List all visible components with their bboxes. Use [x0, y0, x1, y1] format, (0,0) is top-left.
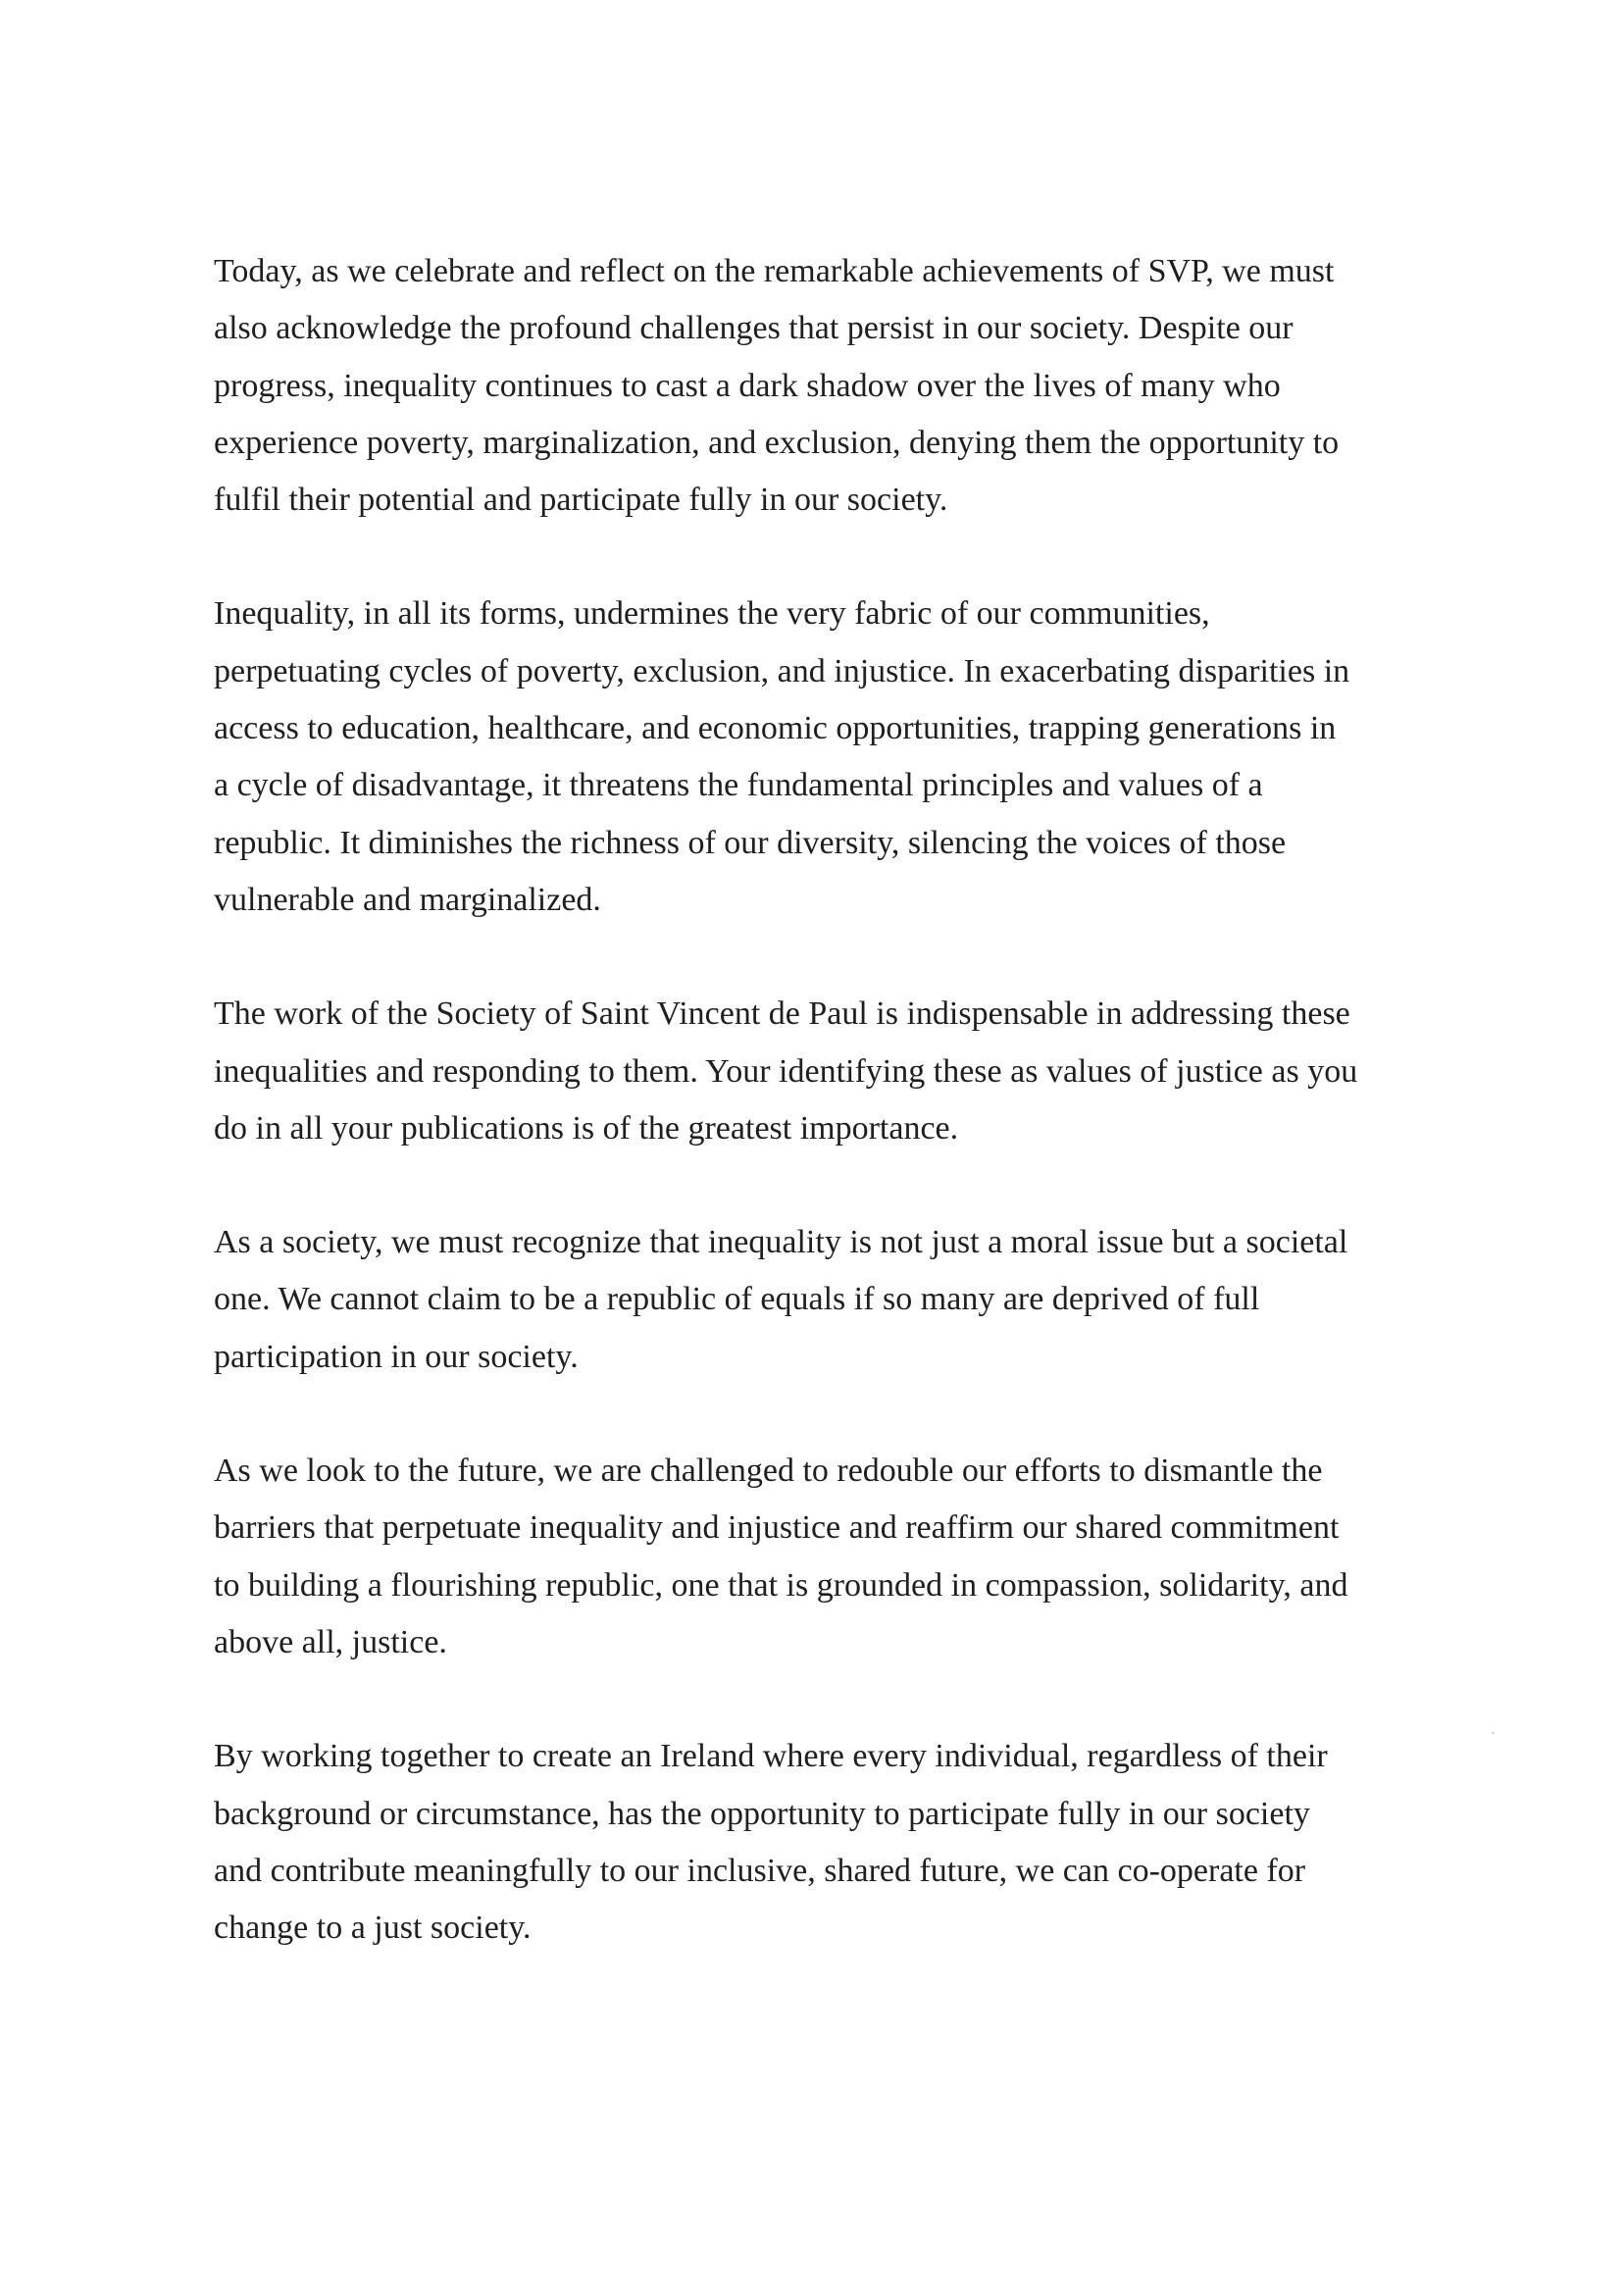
- text-line: access to education, healthcare, and economic opportunities, trapping generations in: [214, 710, 1337, 747]
- text-line: perpetuating cycles of poverty, exclusion, and injustice. In exacerbating disparities in: [214, 652, 1350, 689]
- text-line: As a society, we must recognize that inequality is not just a moral issue but a societal: [214, 1224, 1348, 1261]
- text-line: fulfil their potential and participate fully in our society.: [214, 482, 948, 519]
- text-line: experience poverty, marginalization, and exclusion, denying them the opportunity to: [214, 424, 1340, 461]
- text-line: As we look to the future, we are challenged to redouble our efforts to dismantle the: [214, 1453, 1323, 1490]
- text-line: do in all your publications is of the greatest importance.: [214, 1109, 959, 1147]
- text-line: vulnerable and marginalized.: [214, 881, 601, 918]
- paragraph-future: [214, 1443, 1457, 1671]
- paragraph-inequality: [214, 586, 1457, 929]
- text-line: to building a flourishing republic, one that is grounded in compassion, solidarity, and: [214, 1566, 1348, 1604]
- text-line: change to a just society.: [214, 1910, 532, 1947]
- text-line: inequalities and responding to them. Your identifying these as values of justice as you: [214, 1052, 1358, 1090]
- paragraph-svp-achievements: [214, 243, 1457, 529]
- paragraph-republic-of-equals: [214, 1214, 1457, 1386]
- text-line: The work of the Society of Saint Vincent de Paul is indispensable in addressing these: [214, 995, 1350, 1033]
- paragraph-society-work: [214, 986, 1457, 1157]
- text-line: progress, inequality continues to cast a dark shadow over the lives of many who: [214, 367, 1281, 404]
- paragraph-working-together: [214, 1728, 1457, 1957]
- text-line: background or circumstance, has the opportunity to participate fully in our society: [214, 1795, 1310, 1832]
- scan-artifact: [1492, 1732, 1495, 1734]
- text-line: participation in our society.: [214, 1338, 579, 1375]
- body-text: [214, 243, 1457, 1957]
- text-line: a cycle of disadvantage, it threatens the fundamental principles and values of a: [214, 767, 1263, 804]
- text-line: Today, as we celebrate and reflect on the remarkable achievements of SVP, we must: [214, 253, 1335, 289]
- text-line: Inequality, in all its forms, undermines the very fabric of our communities,: [214, 595, 1210, 633]
- text-line: one. We cannot claim to be a republic of equals if so many are deprived of full: [214, 1281, 1260, 1318]
- text-line: above all, justice.: [214, 1623, 447, 1660]
- text-line: and contribute meaningfully to our inclusive, shared future, we can co-operate for: [214, 1852, 1306, 1889]
- text-line: By working together to create an Ireland where every individual, regardless of their: [214, 1738, 1328, 1775]
- text-line: barriers that perpetuate inequality and injustice and reaffirm our shared commitment: [214, 1509, 1340, 1547]
- text-line: also acknowledge the profound challenges that persist in our society. Despite our: [214, 310, 1294, 347]
- text-line: republic. It diminishes the richness of our diversity, silencing the voices of those: [214, 824, 1287, 861]
